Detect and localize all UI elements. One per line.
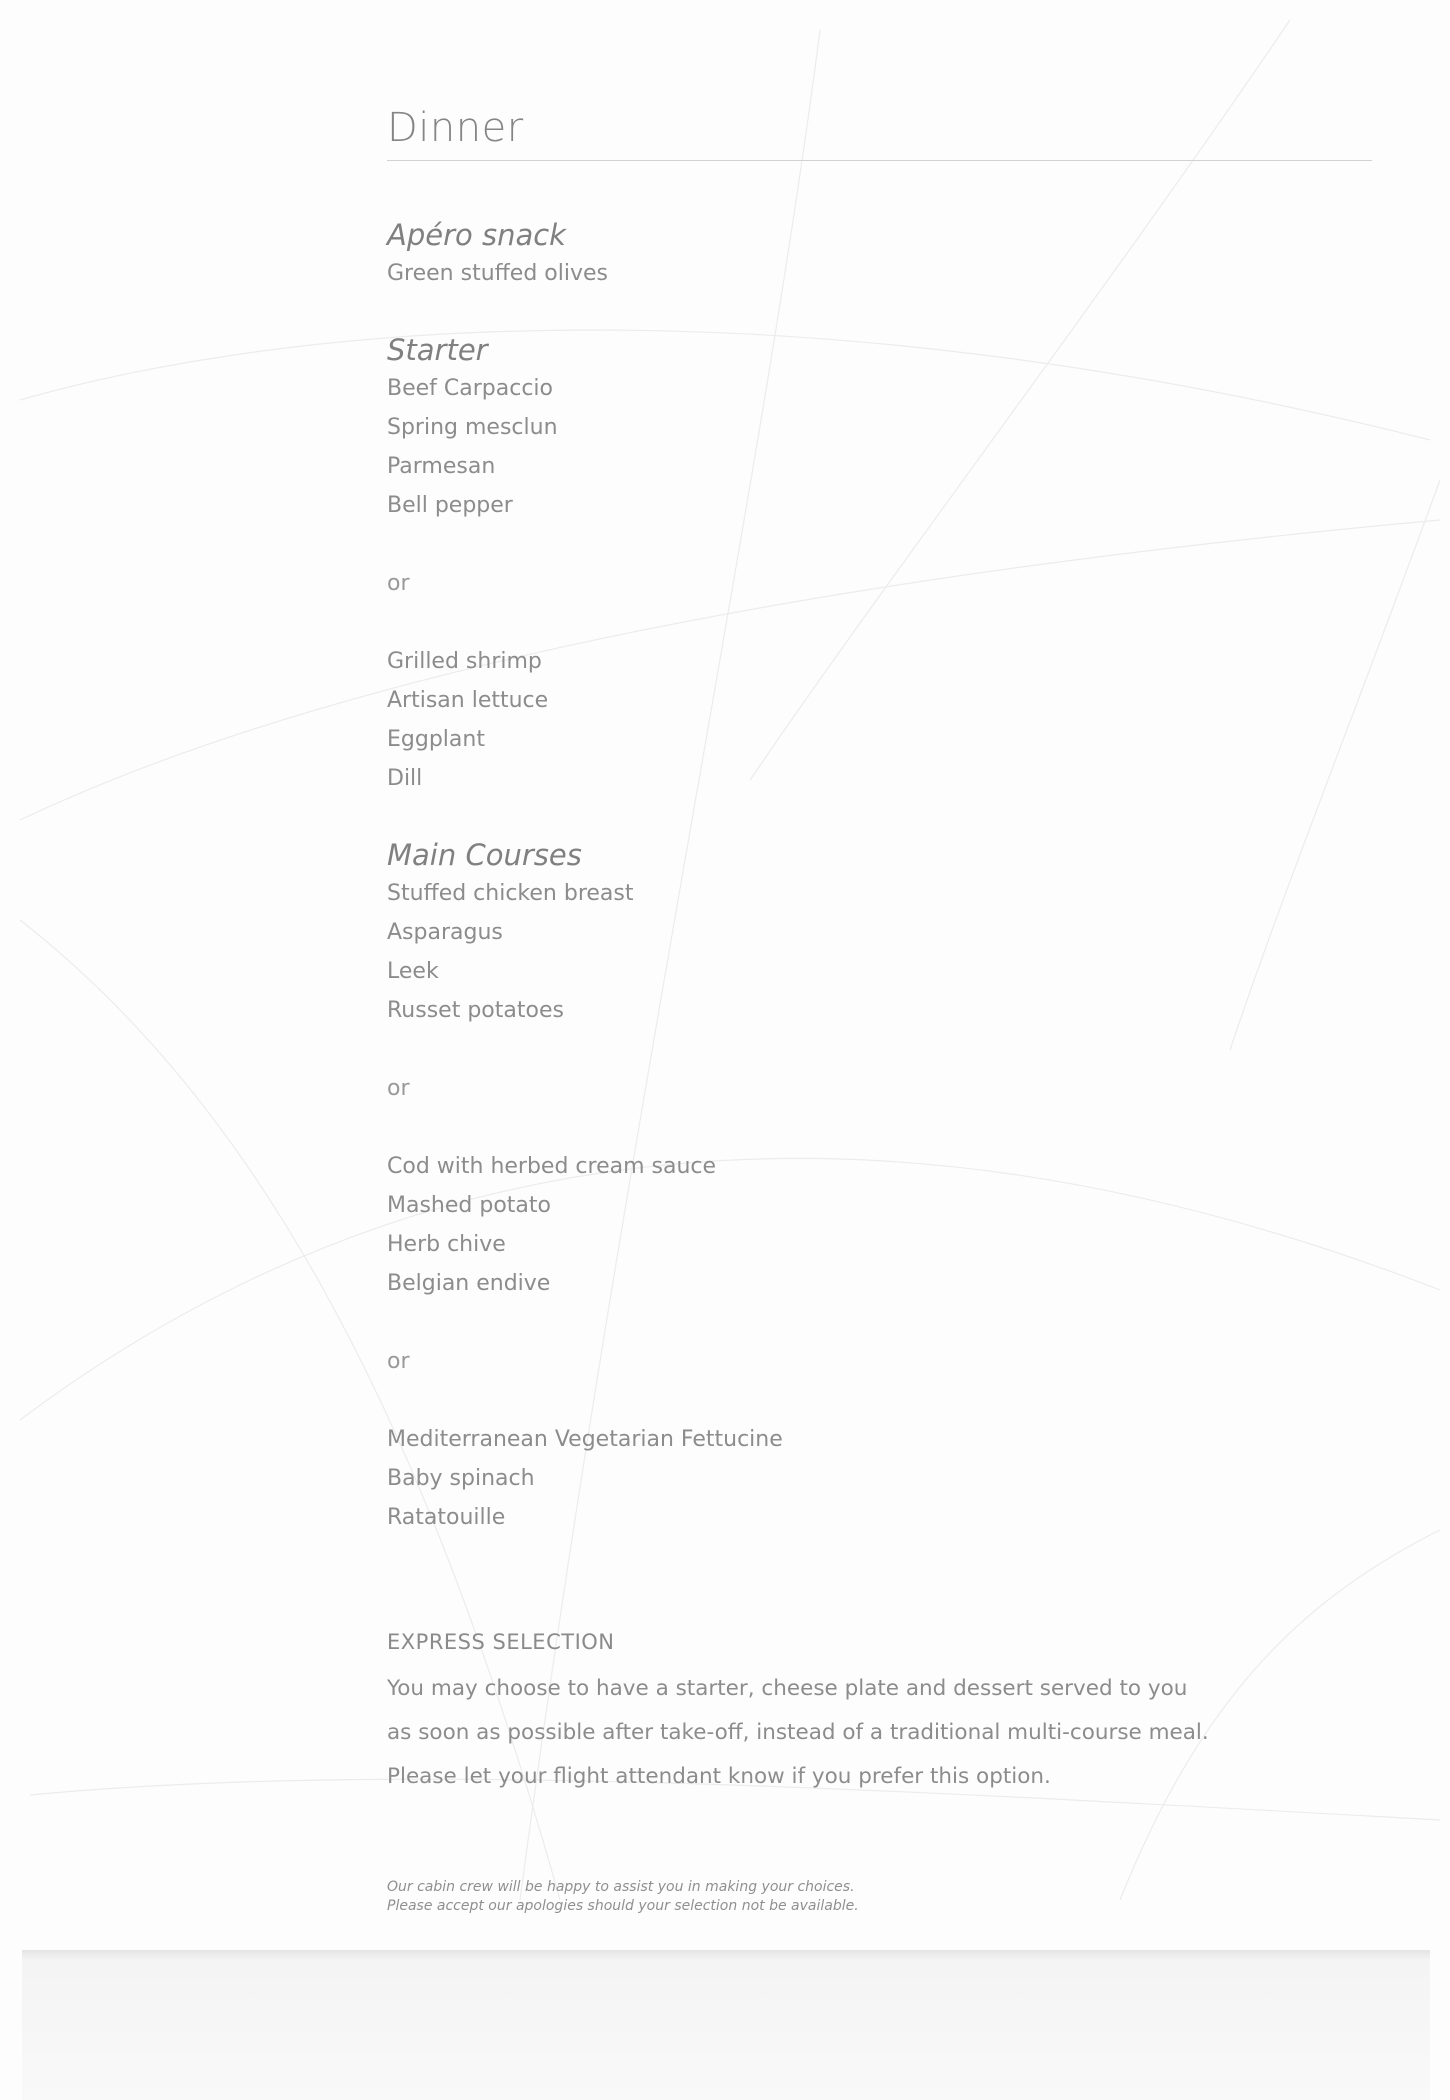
menu-title: Dinner	[387, 105, 524, 151]
express-selection-line: Please let your flight attendant know if you prefer this option.	[387, 1764, 1051, 1789]
menu-item: Stuffed chicken breast	[387, 881, 634, 906]
menu-section	[387, 836, 1372, 1537]
express-selection-line: You may choose to have a starter, cheese plate and dessert served to you	[387, 1676, 1188, 1701]
menu-item: Green stuffed olives	[387, 261, 608, 286]
menu-sections	[387, 216, 1372, 1537]
menu-section	[387, 331, 1372, 798]
menu-item: Russet potatoes	[387, 998, 564, 1023]
menu-item: Spring mesclun	[387, 415, 558, 440]
menu-item: Beef Carpaccio	[387, 376, 553, 401]
menu-item: Herb chive	[387, 1232, 506, 1257]
express-selection	[387, 1625, 1372, 1799]
express-selection-line: as soon as possible after take-off, instead of a traditional multi-course meal.	[387, 1720, 1209, 1745]
or-separator: or	[387, 571, 410, 596]
page-bottom-shadow	[22, 1950, 1430, 2100]
or-separator: or	[387, 1076, 410, 1101]
menu-item: Belgian endive	[387, 1271, 551, 1296]
menu-item: Cod with herbed cream sauce	[387, 1154, 717, 1179]
section-title: Starter	[387, 333, 488, 367]
menu-item: Ratatouille	[387, 1505, 506, 1530]
menu-section	[387, 216, 1372, 293]
menu-item: Dill	[387, 766, 423, 791]
section-title: Apéro snack	[387, 218, 566, 252]
footer-note-line: Please accept our apologies should your selection not be available.	[387, 1898, 859, 1914]
menu-item: Mashed potato	[387, 1193, 551, 1218]
menu-item: Grilled shrimp	[387, 649, 542, 674]
footer-note-line: Our cabin crew will be happy to assist you in making your choices.	[387, 1879, 855, 1895]
section-title: Main Courses	[387, 838, 582, 872]
menu-item: Leek	[387, 959, 439, 984]
or-separator: or	[387, 1349, 410, 1374]
express-selection-title: EXPRESS SELECTION	[387, 1630, 615, 1654]
menu-content	[387, 98, 1372, 1537]
menu-item: Parmesan	[387, 454, 496, 479]
menu-item: Eggplant	[387, 727, 485, 752]
menu-item: Asparagus	[387, 920, 503, 945]
menu-item: Baby spinach	[387, 1466, 535, 1491]
title-divider	[387, 160, 1372, 161]
menu-item: Bell pepper	[387, 493, 513, 518]
menu-item: Mediterranean Vegetarian Fettucine	[387, 1427, 783, 1452]
menu-item: Artisan lettuce	[387, 688, 549, 713]
footer-note	[387, 1878, 1287, 1916]
